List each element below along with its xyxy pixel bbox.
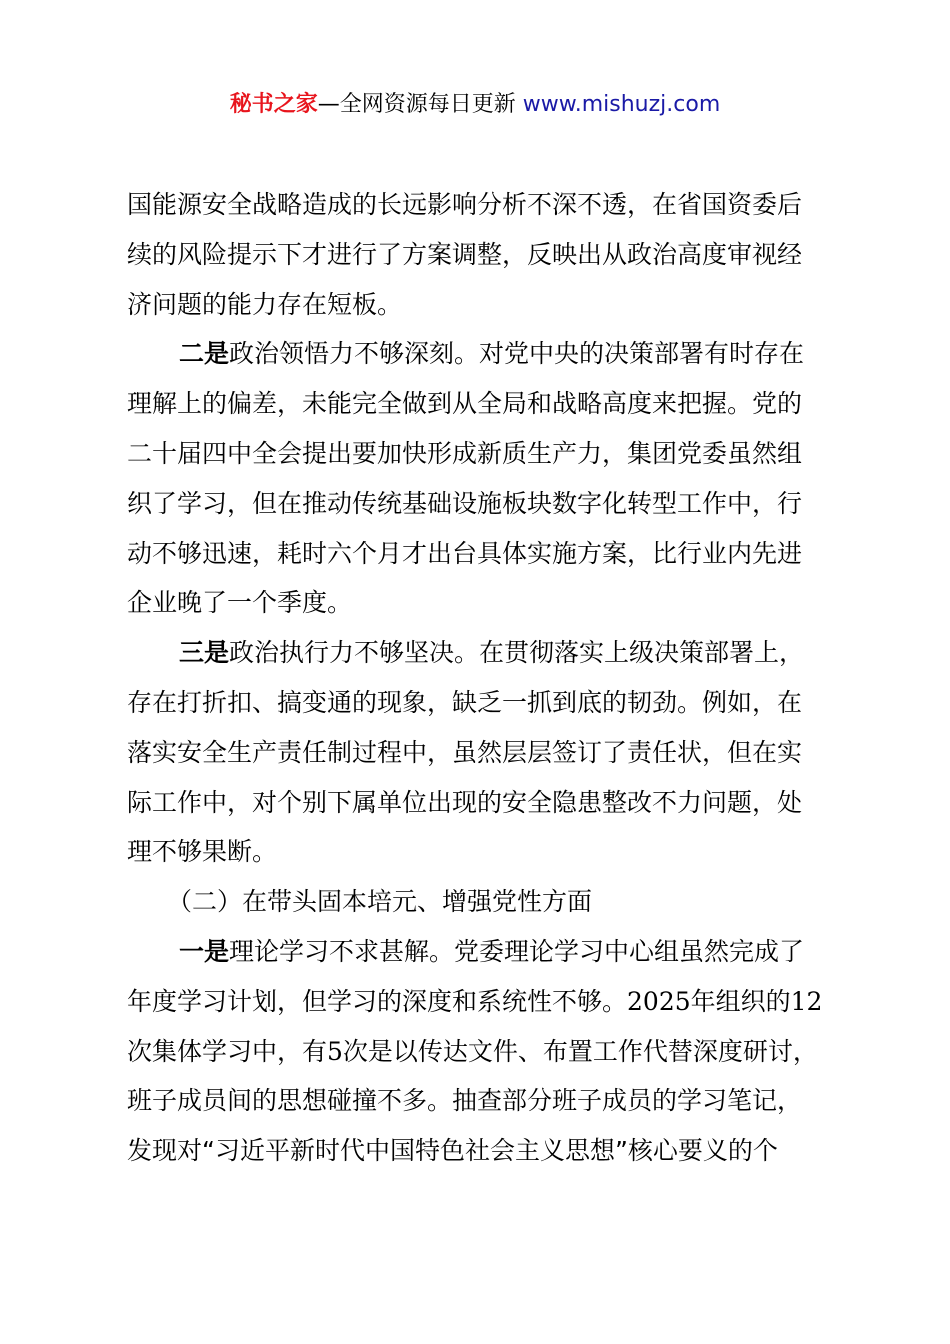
text-line: 济问题的能力存在短板。 bbox=[127, 289, 403, 319]
text-segment: 年组织的 bbox=[690, 986, 791, 1016]
text-line: 发现对“习近平新时代中国特色社会主义思想”核心要义的个 bbox=[127, 1136, 778, 1166]
session-subcount: 5 bbox=[327, 1036, 343, 1066]
text-line: 企业晚了一个季度。 bbox=[127, 588, 353, 618]
year-number: 2025 bbox=[627, 986, 691, 1016]
point-lead: 一是 bbox=[179, 936, 230, 966]
point-lead: 二是 bbox=[179, 339, 230, 369]
paragraph-line bbox=[127, 329, 837, 379]
point-lead: 三是 bbox=[179, 638, 230, 668]
paragraph-line bbox=[127, 628, 837, 678]
text-line: 存在打折扣、搞变通的现象，缺乏一抓到底的韧劲。例如，在 bbox=[127, 687, 803, 717]
text-line: 织了学习，但在推动传统基础设施板块数字化转型工作中，行 bbox=[127, 488, 803, 518]
site-url-link[interactable]: www.mishuzj.com bbox=[522, 92, 721, 117]
point-text: 政治执行力不够坚决。在贯彻落实上级决策部署上， bbox=[229, 638, 805, 668]
section-heading: （二）在带头固本培元、增强党性方面 bbox=[167, 887, 593, 917]
text-line: 二十届四中全会提出要加快形成新质生产力，集团党委虽然组 bbox=[127, 438, 803, 468]
point-text: 理论学习不求甚解。党委理论学习中心组虽然完成了 bbox=[229, 936, 805, 966]
brand-name: 秘书之家 bbox=[229, 92, 318, 117]
site-header bbox=[0, 88, 950, 122]
text-segment: 次集体学习中，有 bbox=[127, 1036, 328, 1066]
text-segment: 年度学习计划，但学习的深度和系统性不够。 bbox=[127, 986, 628, 1016]
text-line: 际工作中，对个别下属单位出现的安全隐患整改不力问题，处 bbox=[127, 787, 803, 817]
text-line: 国能源安全战略造成的长远影响分析不深不透，在省国资委后 bbox=[127, 190, 803, 219]
text-segment: 次是以传达文件、布置工作代替深度研讨， bbox=[342, 1036, 818, 1066]
text-line: 班子成员间的思想碰撞不多。抽查部分班子成员的学习笔记， bbox=[127, 1086, 803, 1116]
text-line: 续的风险提示下才进行了方案调整，反映出从政治高度审视经 bbox=[127, 239, 803, 269]
session-count: 12 bbox=[790, 986, 823, 1016]
text-line: 理不够果断。 bbox=[127, 837, 278, 867]
text-line: 落实安全生产责任制过程中，虽然层层签订了责任状，但在实 bbox=[127, 737, 803, 767]
document-body bbox=[127, 180, 837, 1176]
text-line: 理解上的偏差，未能完全做到从全局和战略高度来把握。党的 bbox=[127, 389, 803, 419]
text-line bbox=[127, 977, 837, 1027]
point-text: 政治领悟力不够深刻。对党中央的决策部署有时存在 bbox=[229, 339, 805, 369]
text-line bbox=[127, 1027, 837, 1077]
text-line: 动不够迅速，耗时六个月才出台具体实施方案，比行业内先进 bbox=[127, 538, 803, 568]
paragraph-line bbox=[127, 927, 837, 977]
header-tagline: —全网资源每日更新 bbox=[317, 92, 523, 117]
